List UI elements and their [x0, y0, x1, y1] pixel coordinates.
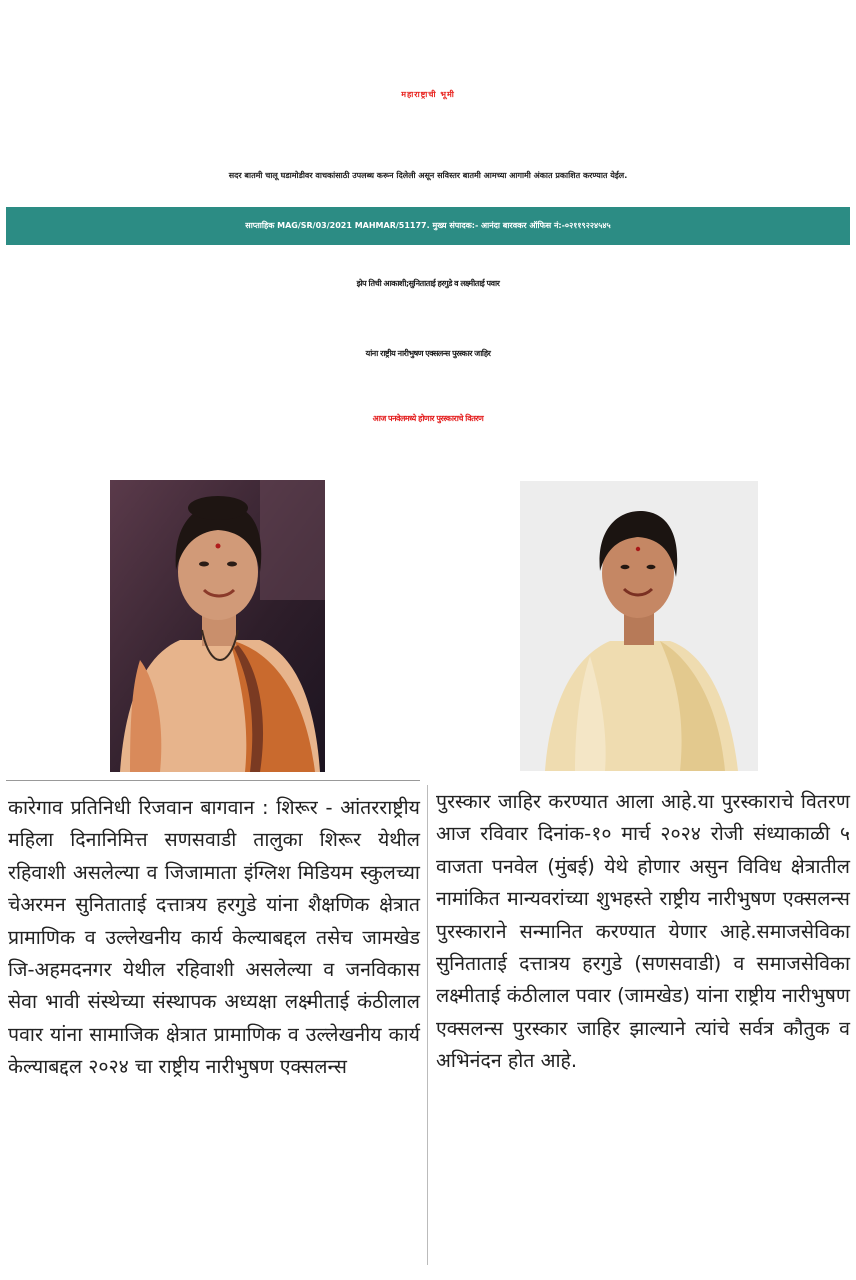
- masthead-title: महाराष्ट्राची भूमी: [401, 90, 455, 99]
- column-separator: [427, 785, 428, 1265]
- portrait-illustration-1: [110, 480, 325, 772]
- portrait-photo-laxmitai: [520, 481, 758, 771]
- subheadline: आज पनवेलमध्ये होणार पुरस्काराचे वितरण: [372, 414, 484, 423]
- article-column-right: पुरस्कार जाहिर करण्यात आला आहे.या पुरस्काराचे वितरण आज रविवार दिनांक-१० मार्च २०२४ रोजी संध्याकाळी ५ वाजता पनवेल (मुंबई) येथे होणार असुन विविध क्षेत्रातील नामांकित मान्यवरांच्या शुभहस्ते राष्ट्रीय नारीभुषण एक्सलन्स पुरस्काराने सन्मानित करण्यात येणार आहे.समाजसेविका सुनिताताई दत्तात्रय हरगुडे (सणसवाडी) व समाजसेविका लक्ष्मीताई कंठीलाल पवार (जामखेड) यांना राष्ट्रीय नारीभुषण एक्सलन्स पुरस्कार जाहिर झाल्याने त्यांचे सर्वत्र कौतुक व अभिनंदन होत आहे.: [436, 790, 850, 1073]
- masthead-notice: सदर बातमी चालू घडामोडीवर वाचकांसाठी उपलब्ध करून दिलेली असून सविस्तर बातमी आमच्या आगामी अंकात प्रकाशित करण्यात येईल.: [228, 171, 628, 180]
- portrait-photo-sunitatai: [110, 480, 325, 772]
- registration-bar: साप्ताहिक MAG/SR/03/2021 MAHMAR/51177. मुख्य संपादक:- आनंदा बारवकर ऑफिस नं:-०२११९२२४५४५: [6, 207, 850, 245]
- article-divider: [6, 780, 420, 781]
- headline-line-1: झेप तिची आकाशी;सुनिताताई हरगुडे व लक्ष्मीताई पवार: [356, 279, 500, 288]
- portrait-illustration-2: [520, 481, 758, 771]
- headline-line-2: यांना राष्ट्रीय नारीभुषण एक्सलन्स पुरस्कार जाहिर: [365, 349, 491, 358]
- article-column-left: कारेगाव प्रतिनिधी रिजवान बागवान : शिरूर - आंतरराष्ट्रीय महिला दिनानिमित्त सणसवाडी तालुका शिरूर येथील रहिवाशी असलेल्या व जिजामाता इंग्लिश मिडियम स्कुलच्या चेअरमन सुनिताताई दत्तात्रय हरगुडे यांना शैक्षणिक क्षेत्रात प्रामाणिक व उल्लेखनीय कार्य केल्याबद्दल तसेच जामखेड जि-अहमदनगर येथील रहिवाशी असलेल्या व जनविकास सेवा भावी संस्थेच्या संस्थापक अध्यक्षा लक्ष्मीताई कंठीलाल पवार यांना सामाजिक क्षेत्रात प्रामाणिक व उल्लेखनीय कार्य केल्याबद्दल २०२४ चा राष्ट्रीय नारीभुषण एक्सलन्स: [8, 796, 420, 1079]
